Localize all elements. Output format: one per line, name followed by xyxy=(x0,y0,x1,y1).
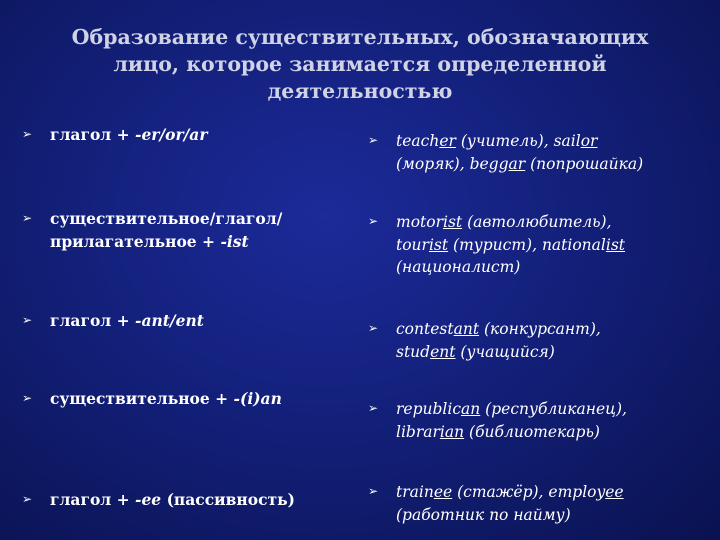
example-line xyxy=(396,256,625,279)
example-segment: librar xyxy=(396,422,440,441)
example-segment: (учащийся) xyxy=(455,342,555,361)
arrow-bullet-icon: ➢ xyxy=(368,484,379,498)
example-text xyxy=(396,398,627,443)
example-segment: (националист) xyxy=(396,258,521,276)
arrow-bullet-icon: ➢ xyxy=(22,313,33,327)
example-segment: tour xyxy=(396,235,429,254)
suffix-underlined: ent xyxy=(430,342,456,361)
arrow-bullet-icon: ➢ xyxy=(368,321,379,335)
example-segment: (республиканец), xyxy=(480,400,627,418)
suffix-underlined: ist xyxy=(605,235,626,254)
example-segment: (стажёр), employ xyxy=(452,483,606,501)
arrow-bullet-icon: ➢ xyxy=(368,401,379,415)
left-item-text: глагол + -ant/ent xyxy=(50,311,204,330)
example-line xyxy=(396,504,624,527)
title-line-3: деятельностью xyxy=(267,79,453,103)
example-text xyxy=(396,318,601,363)
arrow-bullet-icon: ➢ xyxy=(22,492,33,506)
suffix-underlined: ee xyxy=(433,483,453,501)
example-line xyxy=(396,153,643,176)
left-item-text: глагол + -ee (пассивность) xyxy=(50,490,296,509)
suffix-underlined: ist xyxy=(428,235,449,254)
example-line xyxy=(396,318,601,341)
title-line-1: Образование существительных, обозначающих xyxy=(71,25,649,49)
arrow-bullet-icon: ➢ xyxy=(368,133,379,147)
suffix-underlined: er xyxy=(439,132,456,150)
suffix-underlined: ee xyxy=(605,483,624,501)
example-segment: (учитель), sail xyxy=(455,132,581,150)
example-text xyxy=(396,481,624,526)
example-line xyxy=(396,341,601,364)
suffix-underlined: ist xyxy=(443,213,463,231)
example-segment: motor xyxy=(396,213,443,231)
slide-title xyxy=(40,24,680,105)
example-line xyxy=(396,130,643,153)
example-segment: teach xyxy=(396,132,440,150)
example-line xyxy=(396,481,624,504)
example-segment: (конкурсант), xyxy=(479,320,601,338)
example-line xyxy=(396,421,627,444)
example-segment: (попрошайка) xyxy=(525,154,644,173)
example-segment: (моряк), begg xyxy=(396,154,509,173)
example-segment: republic xyxy=(396,400,462,418)
example-segment: train xyxy=(396,483,434,501)
example-text xyxy=(396,211,625,279)
arrow-bullet-icon: ➢ xyxy=(22,211,33,225)
example-segment: (турист), national xyxy=(448,235,606,254)
left-item-text: глагол + -er/or/ar xyxy=(50,125,208,144)
example-text xyxy=(396,130,643,175)
arrow-bullet-icon: ➢ xyxy=(22,391,33,405)
left-item-text: существительное/глагол/ прилагательное + -ist xyxy=(50,209,283,251)
left-item-text: существительное + -(i)an xyxy=(50,389,282,408)
suffix-underlined: an xyxy=(461,400,481,418)
suffix-underlined: ar xyxy=(508,154,526,173)
arrow-bullet-icon: ➢ xyxy=(368,214,379,228)
example-segment: (библиотекарь) xyxy=(464,422,600,441)
suffix-underlined: or xyxy=(580,132,598,150)
example-line xyxy=(396,211,625,234)
example-segment: stud xyxy=(396,342,431,361)
example-line xyxy=(396,234,625,257)
example-segment: (автолюбитель), xyxy=(462,213,612,231)
example-segment: (работник по найму) xyxy=(396,505,571,524)
example-segment: contest xyxy=(396,320,454,338)
suffix-underlined: ant xyxy=(453,320,480,338)
arrow-bullet-icon: ➢ xyxy=(22,127,33,141)
title-line-2: лицо, которое занимается определенной xyxy=(113,52,607,76)
suffix-underlined: ian xyxy=(439,422,465,441)
example-line xyxy=(396,398,627,421)
